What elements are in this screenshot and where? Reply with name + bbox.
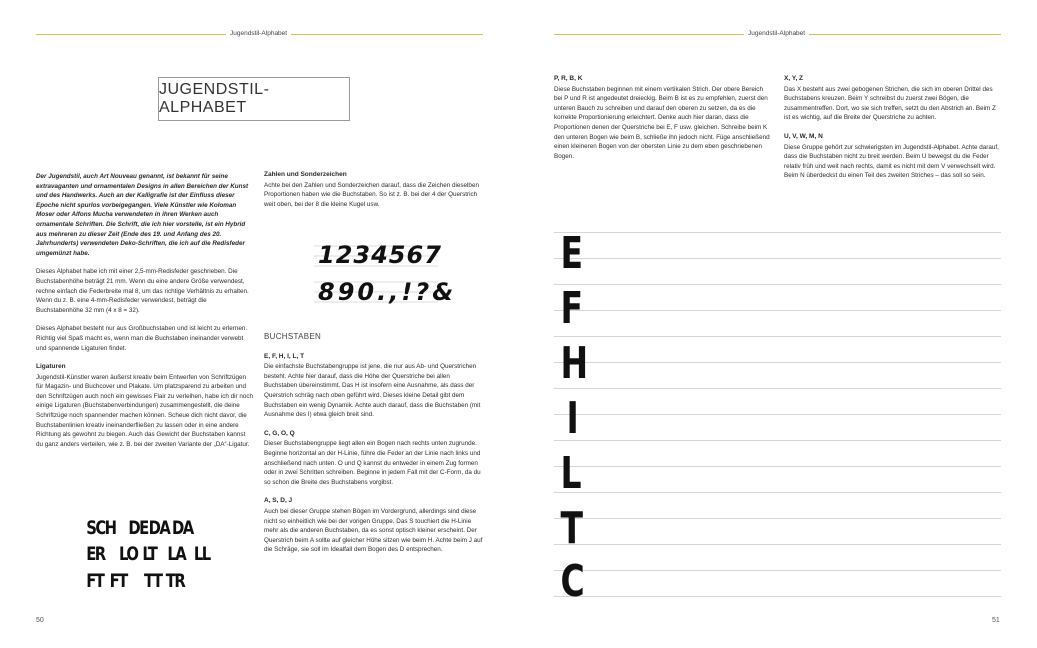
paragraph-pen-size: Dieses Alphabet habe ich mit einer 2,5-mm-Redisfeder geschrieben. Die Buchstabenhöhe beträgt 21 mm. Wenn du eine andere Größe verwendest, rechne einfach die Federbreite mal 8, um das richtige Verhältnis zu erhalten. Wenn du z. B. eine 4-mm-Redisfeder verwendest, beträgt die Buchstabenhöhe 32 mm (4 x 8 = 32). [36, 268, 249, 314]
ligature-lo: LO [119, 543, 138, 566]
group-uvwmn-paragraph: Diese Gruppe gehört zur schwierigsten im Jugendstil-Alphabet. Achte darauf, dass die Buchstaben nicht zu breit werden. Beim U bewegst du die Feder relativ früh und weit nach rechts, damit es nicht mit dem V verwechselt wird. Beim N überdeckst du einen Teil des zweiten Striches – das soll so sein. [784, 143, 999, 180]
sample-letter-f: F [560, 283, 584, 335]
sample-letter-i: I [566, 393, 579, 445]
letter-samples-column [556, 224, 606, 609]
ligature-er: ER [86, 543, 105, 566]
ligature-lt: LT [142, 543, 157, 566]
paragraph-capitals: Dieses Alphabet besteht nur aus Großbuchstaben und ist leicht zu erlernen. Richtig viel Spaß macht es, wenn man die Buchstaben ineinander verwebt und spannende Ligaturen findet. [36, 325, 248, 352]
group-cgoq-heading: C, G, O, Q [264, 429, 295, 437]
group-asdj-heading: A, S, D, J [264, 497, 293, 505]
numbers-sample [312, 234, 457, 312]
group-efhilt-heading: E, F, H, I, L, T [264, 352, 305, 360]
group-uvwmn-heading: U, V, W, M, N [784, 132, 823, 140]
ligaturen-paragraph: Jugendstil-Künstler waren äußerst kreativ beim Entwerfen von Schriftzügen für Magazin- und Buchcover und Plakate. Um platzsparend zu arbeiten und den Schriftzügen auch noch ein gewisses Flair zu verleihen, habe ich dir noch einige Ligaturen (Buchstabenverbindungen) zusammengestellt, die deine Schriftzüge noch spannender machen können. Scheue dich nicht davor, die Buchstabenlinien kreativ ineinanderfließen zu lassen oder in eine andere Richtung als gewohnt zu biegen. Auch das Gewicht der Buchstaben kannst du ganz anders verteilen, wie z. B. bei der zweiten Variante der „DA“-Ligatur. [36, 373, 254, 448]
group-prbk-heading: P, R, B, K [554, 75, 583, 82]
right-column-right [784, 74, 1002, 190]
ligature-de: DE [128, 517, 148, 540]
page-title-box [158, 77, 350, 121]
sample-letter-h: H [560, 338, 589, 390]
buchstaben-label: BUCHSTABEN [264, 332, 322, 341]
left-column [36, 172, 254, 458]
sample-letter-t: T [560, 503, 584, 555]
middle-column [264, 170, 484, 218]
page-title: JUGENDSTIL-ALPHABET [159, 81, 270, 116]
ligature-samples [80, 512, 230, 592]
sample-letter-c: C [560, 556, 585, 608]
sample-letter-l: L [560, 448, 582, 500]
sample-letter-e: E [560, 228, 584, 280]
zahlen-heading: Zahlen und Sonderzeichen [264, 171, 347, 178]
right-page-number: 51 [992, 617, 1000, 624]
numbers-line-1: 1234567 [318, 241, 442, 269]
group-xyz-paragraph: Das X besteht aus zwei gebogenen Strichen, die sich im oberen Drittel des Buchstabens kreuzen. Beim Y schreibst du zuerst zwei Bögen, die zusammentreffen. Dort, wo sie sich treffen, setzt du den Abstrich an. Beim Z ist es wichtig, auf die Breite der Querstriche zu achten. [784, 85, 996, 122]
ligature-ft-1: FT [86, 570, 104, 593]
group-efhilt-paragraph: Die einfachste Buchstabengruppe ist jene, die nur aus Ab- und Querstrichen besteht. Achte hier darauf, dass die Höhe der Querstriche bei allen Buchstaben übereinstimmt. Das H ist insofern eine Ausnahme, als dass der Querstrich schräg nach oben geführt wird. Dieses kleine Detail gibt dem Buchstaben ein wenig Dynamik. Achte auch darauf, dass die Buchstaben (mit Ausnahme des I) etwa gleich breit sind. [264, 363, 481, 419]
ligature-sch: SCH [86, 517, 116, 540]
zahlen-paragraph: Achte bei den Zahlen und Sonderzeichen darauf, dass die Zeichen dieselben Proportionen haben wie die Buchstaben. So ist z. B. bei der 4 der Querstrich weit oben, bei der 8 die kleine Kugel usw. [264, 181, 479, 208]
intro-paragraph: Der Jugendstil, auch Art Nouveau genannt, ist bekannt für seine extravaganten und ornamentalen Designs in allen Bereichen der Kunst und des Handwerks. Auch an der Kalligrafie ist der Einfluss dieser Epoche nicht spurlos vorbeigegangen. Viele Künstler wie Koloman Moser oder Alfons Mucha verwendeten in ihren Werken auch ornamentale Schriften. Die Schrift, die ich hier vorstelle, ist ein Hybrid aus mehreren zu dieser Zeit (Ende des 19. und Anfang des 20. Jahrhunderts) verwendeten Deko-Schriften, die ich auf die Redisfeder umgemünzt habe. [36, 173, 249, 257]
ligature-la: LA [167, 543, 186, 566]
right-column-left [554, 74, 772, 170]
ligature-da-1: DA [148, 517, 170, 540]
right-running-header: Jugendstil-Alphabet [744, 30, 809, 37]
middle-column-lower [264, 318, 484, 564]
ligature-tt: TT [143, 570, 162, 593]
left-running-header: Jugendstil-Alphabet [226, 30, 291, 37]
ligature-ft-2: FT [109, 570, 127, 593]
ligature-tr: TR [165, 570, 185, 593]
group-xyz-heading: X, Y, Z [784, 75, 804, 82]
ligaturen-heading: Ligaturen [36, 363, 66, 371]
left-page-number: 50 [36, 617, 44, 624]
group-prbk-paragraph: Diese Buchstaben beginnen mit einem vertikalen Strich. Der obere Bereich bei P und R ist angedeutet dreieckig. Beim B ist es zu empfehlen, zuerst den unteren Bauch zu schreiben und darauf den oberen zu setzen, da es die korrekte Proportionierung erleichtert. Denke auch hier daran, dass die Proportionen denen der Querstriche bei E, F usw. gleichen. Schreibe beim K den unteren Bogen wie beim B, schließe ihn jedoch nicht. Füge anschließend einen kleineren Bogen von der obersten Linie zu dem eben geschriebenen Bogen. [554, 85, 770, 160]
ligature-ll: LL [193, 543, 210, 566]
group-cgoq-paragraph: Dieser Buchstabengruppe liegt allen ein Bogen nach rechts unten zugrunde. Beginne horizontal an der H-Linie, führe die Feder an der Linie nach links und anschließend nach unten. O und Q kannst du entweder in einem Zug formen oder in zwei Schritten schreiben. Beginne in jedem Fall mit der C-Form, da du so schon die Breite des Buchstabens vorgibst. [264, 440, 481, 486]
group-asdj-paragraph: Auch bei dieser Gruppe stehen Bögen im Vordergrund, allerdings sind diese nicht so einheitlich wie bei der vorigen Gruppe. Das S touchiert die H-Linie mehr als die anderen Buchstaben, da es sonst optisch kleiner erscheint. Der Querstrich beim A sollte auf gleicher Höhe sitzen wie beim H. Achte beim J auf die Schräge, sie soll im Idealfall dem Bogen des D entsprechen. [264, 507, 483, 554]
ligature-da-2: DA [172, 517, 193, 540]
numbers-line-2: 890.,!?& [318, 278, 457, 306]
